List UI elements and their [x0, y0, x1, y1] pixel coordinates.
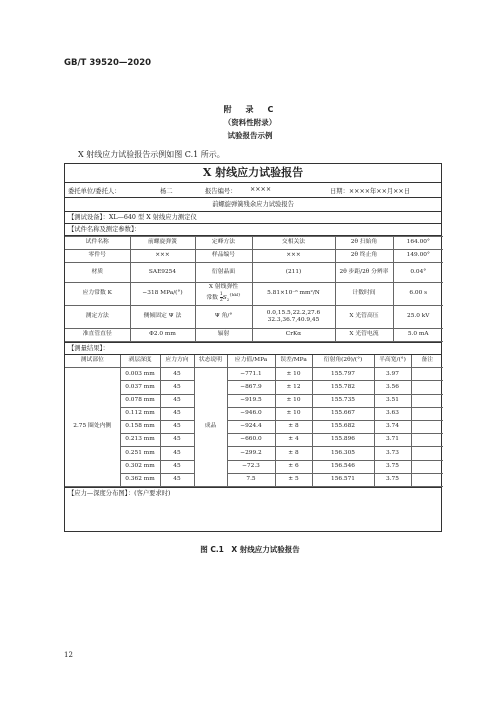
figure-caption: 图 C.1 X 射线应力试验报告: [200, 545, 300, 554]
results-row: 0.213 mm 45 −660.0 ± 4 155.896 3.71: [65, 434, 443, 447]
remark-cell: [411, 407, 443, 420]
fraction: $\frac{1}{2}$: [219, 292, 223, 304]
results-row: 2.75 圈处内侧 0.003 mm 45 成品 −771.1 ± 10 155.797 3.97: [65, 368, 443, 381]
params-row: 试件名称 前螺旋弹簧 定峰方法 交相关法 2θ 扫始角 164.00°: [65, 237, 443, 250]
intro-text: X 射线应力试验报告示例如图 C.1 所示。: [78, 150, 225, 159]
annex-name: 试验报告示例: [227, 131, 273, 140]
results-row: 0.037 mm 45 −867.9 ± 12 155.782 3.56: [65, 381, 443, 394]
params-row: 应力常数 K −318 MPa/(°) X 射线弹性 常数 $\frac{1}{2}S_2^{\{hkl\}}$ 5.81×10⁻⁶ mm²/N 计数时间 6.00 s: [65, 283, 443, 306]
params-row: 测定方法 侧倾固定 Ψ 法 Ψ 角/° 0.0,15.5,22.2,27.6 32.3,36.7,40.9,45 X 光管高压 25.0 kV: [65, 306, 443, 329]
report-info-row: [65, 183, 441, 198]
annex-type: （资料性附录）: [223, 118, 277, 127]
results-row: 0.362 mm 45 7.5 ± 5 156.571 3.75: [65, 473, 443, 486]
test-location: 2.75 圈处内侧: [65, 368, 120, 487]
remark-cell: [411, 368, 443, 381]
results-header-row: 测试部位 剥层深度 应力方向 状态说明 应力值/MPa 误差/MPa 衍射角(2θ)/(°) 半高宽/(°) 备注: [65, 355, 443, 368]
elastic-constant-cell: X 射线弹性 常数 $\frac{1}{2}S_2^{\{hkl\}}$: [195, 283, 252, 306]
results-table: [65, 355, 443, 487]
results-row: 0.078 mm 45 −919.5 ± 10 155.735 3.51: [65, 394, 443, 407]
remark-cell: [411, 420, 443, 433]
client-value: 杨二: [160, 188, 173, 195]
equipment-section: 【测试设备】：XL—640 型 X 射线应力测定仪: [65, 212, 441, 224]
report-no-value: ××××: [250, 186, 272, 193]
results-row: 0.112 mm 45 −946.0 ± 10 155.667 3.63: [65, 407, 443, 420]
annex-title: 附 录 C: [223, 105, 277, 114]
remark-cell: [411, 381, 443, 394]
params-row: 准直管直径 Φ2.0 mm 辐射 CrKα X 光管电流 5.0 mA: [65, 329, 443, 342]
results-row: 0.158 mm 45 −924.4 ± 8 155.682 3.74: [65, 420, 443, 433]
params-row: 材质 SAE9254 衍射晶面 (211) 2θ 步距/2θ 分辨率 0.04°: [65, 263, 443, 283]
remark-cell: [411, 460, 443, 473]
standard-number: GB/T 39520—2020: [64, 58, 152, 68]
params-table: [65, 236, 443, 342]
results-section: 【测量结果】：: [65, 342, 441, 355]
page-number: 12: [64, 651, 73, 659]
remark-cell: [411, 394, 443, 407]
client-label: 委托单位/委托人：: [68, 188, 121, 195]
results-row: 0.302 mm 45 −72.3 ± 6 156.546 3.75: [65, 460, 443, 473]
stress-depth-section: 【应力—深度分布图】：(客户要求时): [65, 487, 441, 499]
params-row: 零件号 ××× 样品编号 ××× 2θ 终止角 149.00°: [65, 250, 443, 263]
remark-cell: [411, 434, 443, 447]
results-row: 0.251 mm 45 −299.2 ± 8 156.305 3.73: [65, 447, 443, 460]
report-title: X 射线应力试验报告: [65, 164, 441, 183]
remark-cell: [411, 473, 443, 486]
remark-cell: [411, 447, 443, 460]
report-subtitle: 前螺旋弹簧残余应力试验报告: [65, 198, 441, 212]
state-description: 成品: [194, 368, 227, 487]
sample-section: 【试件名称及测定参数】：: [65, 224, 441, 236]
report-no-label: 报告编号：: [205, 188, 237, 195]
report-date: 日期：××××年××月××日: [330, 188, 410, 195]
stress-test-report: [64, 163, 442, 532]
